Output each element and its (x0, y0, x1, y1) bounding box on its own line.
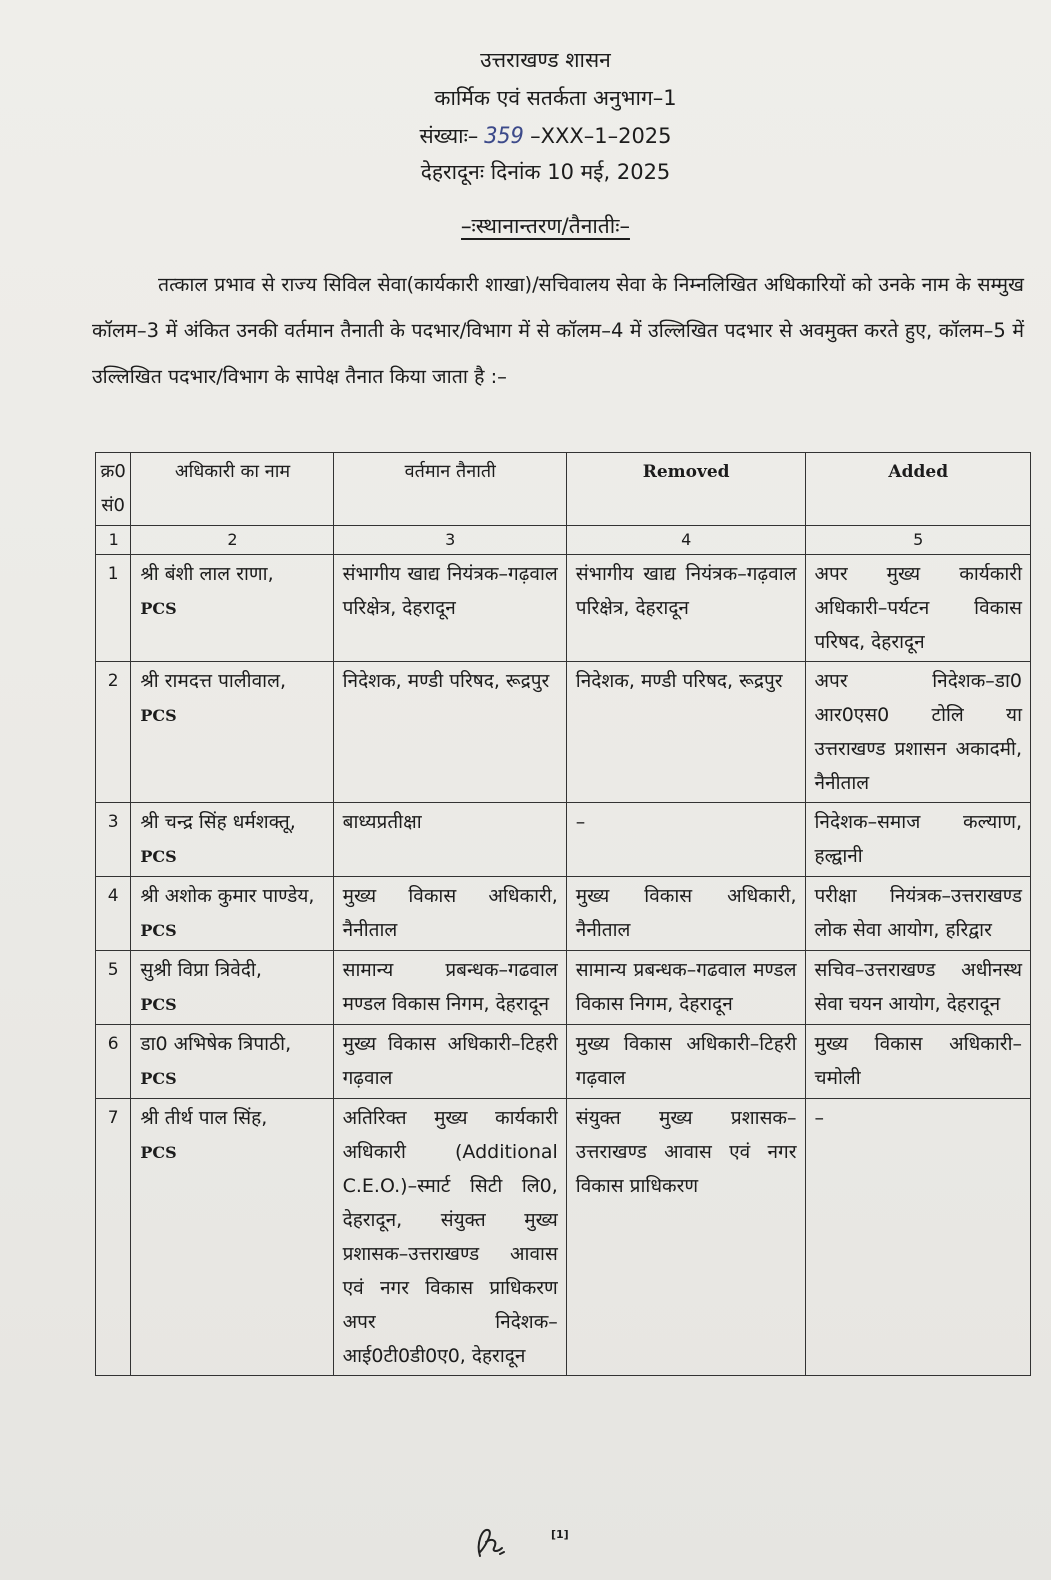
cell-added-posting: अपर मुख्य कार्यकारी अधिकारी–पर्यटन विकास परिषद, देहरादून (805, 555, 1030, 662)
cell-current-posting: संभागीय खाद्य नियंत्रक–गढ़वाल परिक्षेत्र, देहरादून (333, 555, 566, 662)
cell-added-posting: – (805, 1099, 1030, 1376)
cell-current-posting: मुख्य विकास अधिकारी, नैनीताल (333, 877, 566, 951)
cell-removed-posting: सामान्य प्रबन्धक–गढवाल मण्डल विकास निगम, देहरादून (566, 951, 805, 1025)
column-number: 5 (805, 526, 1030, 555)
cell-current-posting: निदेशक, मण्डी परिषद, रूद्रपुर (333, 662, 566, 803)
cell-officer-name (131, 877, 333, 951)
order-suffix: –XXX–1–2025 (530, 124, 672, 148)
cell-removed-posting: संयुक्त मुख्य प्रशासक–उत्तराखण्ड आवास एवं नगर विकास प्राधिकरण (566, 1099, 805, 1376)
cell-sno: 4 (96, 877, 131, 951)
officer-name: श्री तीर्थ पाल सिंह, (140, 1107, 268, 1129)
date-line: देहरादूनः दिनांक 10 मई, 2025 (420, 160, 671, 184)
cell-sno: 6 (96, 1025, 131, 1099)
officer-name: सुश्री विप्रा त्रिवेदी, (140, 959, 262, 981)
header-current: वर्तमान तैनाती (333, 453, 566, 526)
department-title: कार्मिक एवं सतर्कता अनुभाग–1 (434, 86, 677, 110)
service-badge: PCS (140, 921, 177, 940)
cell-added-posting: परीक्षा नियंत्रक–उत्तराखण्ड लोक सेवा आयोग, हरिद्वार (805, 877, 1030, 951)
cell-added-posting: सचिव–उत्तराखण्ड अधीनस्थ सेवा चयन आयोग, देहरादून (805, 951, 1030, 1025)
order-number: 359 (484, 124, 525, 149)
cell-current-posting: अतिरिक्त मुख्य कार्यकारी अधिकारी (Additional C.E.O.)–स्मार्ट सिटी लि0, देहरादून, संयुक्त मुख्य प्रशासक–उत्तराखण्ड आवास एवं नगर विकास प्राधिकरण अपर निदेशक–आई0टी0डी0ए0, देहरादून (333, 1099, 566, 1376)
table-row (96, 803, 1031, 877)
cell-removed-posting: संभागीय खाद्य नियंत्रक–गढ़वाल परिक्षेत्र, देहरादून (566, 555, 805, 662)
cell-current-posting: बाध्यप्रतीक्षा (333, 803, 566, 877)
cell-removed-posting: मुख्य विकास अधिकारी–टिहरी गढ़वाल (566, 1025, 805, 1099)
cell-added-posting: मुख्य विकास अधिकारी–चमोली (805, 1025, 1030, 1099)
table-row (96, 662, 1031, 803)
table-row (96, 1099, 1031, 1376)
cell-removed-posting: मुख्य विकास अधिकारी, नैनीताल (566, 877, 805, 951)
cell-current-posting: सामान्य प्रबन्धक–गढवाल मण्डल विकास निगम, देहरादून (333, 951, 566, 1025)
officer-name: श्री रामदत्त पालीवाल, (140, 670, 287, 692)
cell-added-posting: अपर निदेशक–डा0 आर0एस0 टोलि या उत्तराखण्ड प्रशासन अकादमी, नैनीताल (805, 662, 1030, 803)
column-number: 1 (96, 526, 131, 555)
officer-name: डा0 अभिषेक त्रिपाठी, (140, 1033, 292, 1055)
cell-officer-name (131, 662, 333, 803)
transfer-table (95, 452, 1031, 1376)
service-badge: PCS (140, 1143, 177, 1162)
subject-line: –ःस्थानान्तरण/तैनातीः– (461, 214, 630, 238)
cell-sno: 2 (96, 662, 131, 803)
header-removed: Removed (566, 453, 805, 526)
cell-current-posting: मुख्य विकास अधिकारी–टिहरी गढ़वाल (333, 1025, 566, 1099)
service-badge: PCS (140, 995, 177, 1014)
order-prefix: संख्याः– (419, 124, 479, 148)
signature-icon (470, 1522, 514, 1562)
officer-name: श्री चन्द्र सिंह धर्मशक्तू, (140, 811, 296, 833)
service-badge: PCS (140, 706, 177, 725)
cell-removed-posting: – (566, 803, 805, 877)
table-row (96, 1025, 1031, 1099)
cell-officer-name (131, 803, 333, 877)
cell-added-posting: निदेशक–समाज कल्याण, हल्द्वानी (805, 803, 1030, 877)
table-row (96, 555, 1031, 662)
cell-officer-name (131, 951, 333, 1025)
header-added: Added (805, 453, 1030, 526)
cell-sno: 7 (96, 1099, 131, 1376)
table-header-row (96, 453, 1031, 526)
column-number-row (96, 526, 1031, 555)
cell-sno: 1 (96, 555, 131, 662)
officer-name: श्री अशोक कुमार पाण्डेय, (140, 885, 315, 907)
cell-officer-name (131, 1025, 333, 1099)
table-row (96, 951, 1031, 1025)
officer-name: श्री बंशी लाल राणा, (140, 563, 274, 585)
intro-paragraph: तत्काल प्रभाव से राज्य सिविल सेवा(कार्यकारी शाखा)/सचिवालय सेवा के निम्नलिखित अधिकारियों को उनके नाम के सम्मुख कॉलम–3 में अंकित उनकी वर्तमान तैनाती के पदभार/विभाग में से कॉलम–4 में उल्लिखित पदभार से अवमुक्त करते हुए, कॉलम–5 में उल्लिखित पदभार/विभाग के सापेक्ष तैनात किया जाता है :– (92, 273, 1024, 388)
column-number: 3 (333, 526, 566, 555)
service-badge: PCS (140, 847, 177, 866)
order-number-line (20, 126, 1051, 148)
service-badge: PCS (140, 599, 177, 618)
header-sno: क्र0 सं0 (96, 453, 131, 526)
header-name: अधिकारी का नाम (131, 453, 333, 526)
page-number: [1] (551, 1528, 569, 1541)
service-badge: PCS (140, 1069, 177, 1088)
column-number: 4 (566, 526, 805, 555)
cell-officer-name (131, 555, 333, 662)
cell-removed-posting: निदेशक, मण्डी परिषद, रूद्रपुर (566, 662, 805, 803)
column-number: 2 (131, 526, 333, 555)
cell-officer-name (131, 1099, 333, 1376)
govt-title: उत्तराखण्ड शासन (480, 48, 611, 72)
cell-sno: 3 (96, 803, 131, 877)
cell-sno: 5 (96, 951, 131, 1025)
table-row (96, 877, 1031, 951)
